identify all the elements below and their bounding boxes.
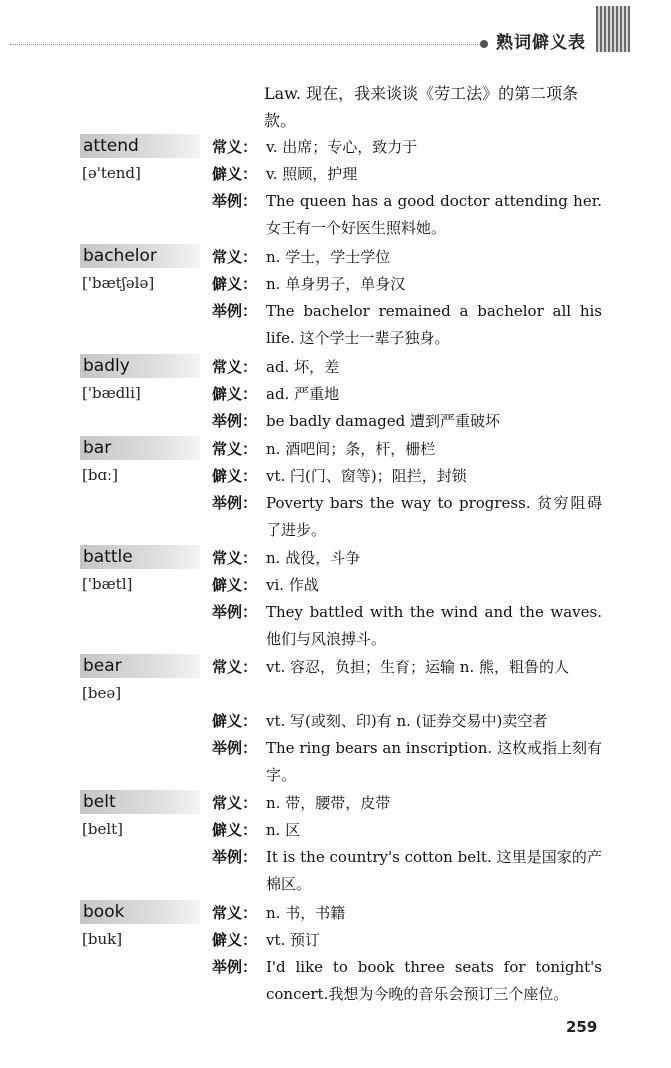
common-meaning: n. 酒吧间；条，杆，栅栏 xyxy=(266,440,436,458)
common-meaning: n. 书，书籍 xyxy=(266,904,346,922)
example-label: 举例： xyxy=(212,603,258,621)
common-meaning-row xyxy=(212,790,602,817)
common-label: 常义： xyxy=(212,440,258,458)
example-row xyxy=(212,188,602,242)
rare-meaning-row xyxy=(212,463,602,490)
example-sentence: be badly damaged 遭到严重破坏 xyxy=(266,412,500,430)
common-meaning: v. 出席；专心，致力于 xyxy=(266,138,418,156)
rare-label: 僻义： xyxy=(212,165,258,183)
rare-meaning-row xyxy=(212,161,602,188)
common-meaning-row xyxy=(212,900,602,927)
example-label: 举例： xyxy=(212,302,258,320)
rare-label: 僻义： xyxy=(212,576,258,594)
rare-label: 僻义： xyxy=(212,712,258,730)
common-meaning-row xyxy=(212,244,602,271)
rare-meaning-row xyxy=(212,271,602,298)
phonetic: ['bædli] xyxy=(82,384,141,402)
rare-meaning-row xyxy=(212,927,602,954)
phonetic: [buk] xyxy=(82,930,123,948)
headword: badly xyxy=(80,354,200,378)
example-sentence: The queen has a good doctor attending her. 女王有一个好医生照料她。 xyxy=(266,192,602,237)
common-meaning-row xyxy=(212,354,602,381)
example-sentence: Poverty bars the way to progress. 贫穷阻碍了进步。 xyxy=(266,494,602,539)
example-sentence: The bachelor remained a bachelor all his life. 这个学士一辈子独身。 xyxy=(266,302,602,347)
headword: belt xyxy=(80,790,200,814)
example-label: 举例： xyxy=(212,192,258,210)
rare-meaning-row xyxy=(212,572,602,599)
rare-meaning-row xyxy=(212,817,602,844)
rare-meaning: ad. 严重地 xyxy=(266,385,340,403)
common-label: 常义： xyxy=(212,248,258,266)
common-label: 常义： xyxy=(212,658,258,676)
header-rule xyxy=(10,44,486,45)
example-row xyxy=(212,735,602,789)
common-meaning: ad. 坏，差 xyxy=(266,358,340,376)
rare-meaning: n. 单身男子，单身汉 xyxy=(266,275,406,293)
rare-meaning: vi. 作战 xyxy=(266,576,319,594)
rare-meaning: vt. 闩(门、窗等)；阻拦，封锁 xyxy=(266,467,467,485)
headword: attend xyxy=(80,134,200,158)
common-label: 常义： xyxy=(212,794,258,812)
example-sentence: They battled with the wind and the waves. 他们与风浪搏斗。 xyxy=(266,603,602,648)
rare-meaning-row xyxy=(212,708,602,735)
common-meaning-row xyxy=(212,134,602,161)
phonetic: [bɑː] xyxy=(82,466,118,484)
rare-label: 僻义： xyxy=(212,467,258,485)
rare-meaning-row xyxy=(212,381,602,408)
common-meaning: n. 学士，学士学位 xyxy=(266,248,391,266)
common-label: 常义： xyxy=(212,358,258,376)
rare-label: 僻义： xyxy=(212,821,258,839)
phonetic: [beə] xyxy=(82,684,122,702)
headword: bachelor xyxy=(80,244,200,268)
example-label: 举例： xyxy=(212,958,258,976)
common-meaning-row xyxy=(212,436,602,463)
example-row xyxy=(212,490,602,544)
example-row xyxy=(212,599,602,653)
headword: battle xyxy=(80,545,200,569)
example-label: 举例： xyxy=(212,494,258,512)
example-label: 举例： xyxy=(212,848,258,866)
common-label: 常义： xyxy=(212,549,258,567)
phonetic: [ə'tend] xyxy=(82,164,141,182)
rare-label: 僻义： xyxy=(212,385,258,403)
example-label: 举例： xyxy=(212,412,258,430)
common-meaning-row xyxy=(212,545,602,572)
example-row xyxy=(212,844,602,898)
header-bullet xyxy=(480,40,488,48)
rare-meaning: n. 区 xyxy=(266,821,301,839)
page-number: 259 xyxy=(566,1018,598,1036)
common-meaning: vt. 容忍，负担；生育；运输 n. 熊，粗鲁的人 xyxy=(266,658,570,676)
example-sentence: I'd like to book three seats for tonight's concert.我想为今晚的音乐会预订三个座位。 xyxy=(266,958,602,1003)
example-sentence: It is the country's cotton belt. 这里是国家的产棉区。 xyxy=(266,848,602,893)
headword: bar xyxy=(80,436,200,460)
rare-label: 僻义： xyxy=(212,931,258,949)
common-label: 常义： xyxy=(212,904,258,922)
phonetic: ['bætl] xyxy=(82,575,133,593)
rare-meaning: vt. 写(或刻、印)有 n. (证券交易中)卖空者 xyxy=(266,712,548,730)
phonetic: ['bætʃələ] xyxy=(82,274,155,292)
headword: book xyxy=(80,900,200,924)
example-row xyxy=(212,298,602,352)
example-label: 举例： xyxy=(212,739,258,757)
header-decoration xyxy=(596,6,630,52)
rare-meaning: v. 照顾，护理 xyxy=(266,165,358,183)
common-meaning-row xyxy=(212,654,602,681)
rare-meaning: vt. 预订 xyxy=(266,931,321,949)
headword: bear xyxy=(80,654,200,678)
common-label: 常义： xyxy=(212,138,258,156)
example-row xyxy=(212,408,602,435)
page-header-title: 熟词僻义表 xyxy=(496,33,586,53)
common-meaning: n. 战役，斗争 xyxy=(266,549,361,567)
continuation-text: Law. 现在，我来谈谈《劳工法》的第二项条款。 xyxy=(264,84,579,130)
rare-label: 僻义： xyxy=(212,275,258,293)
example-row xyxy=(212,954,602,1008)
common-meaning: n. 带，腰带，皮带 xyxy=(266,794,391,812)
phonetic: [belt] xyxy=(82,820,124,838)
example-sentence: The ring bears an inscription. 这枚戒指上刻有字。 xyxy=(266,739,602,784)
